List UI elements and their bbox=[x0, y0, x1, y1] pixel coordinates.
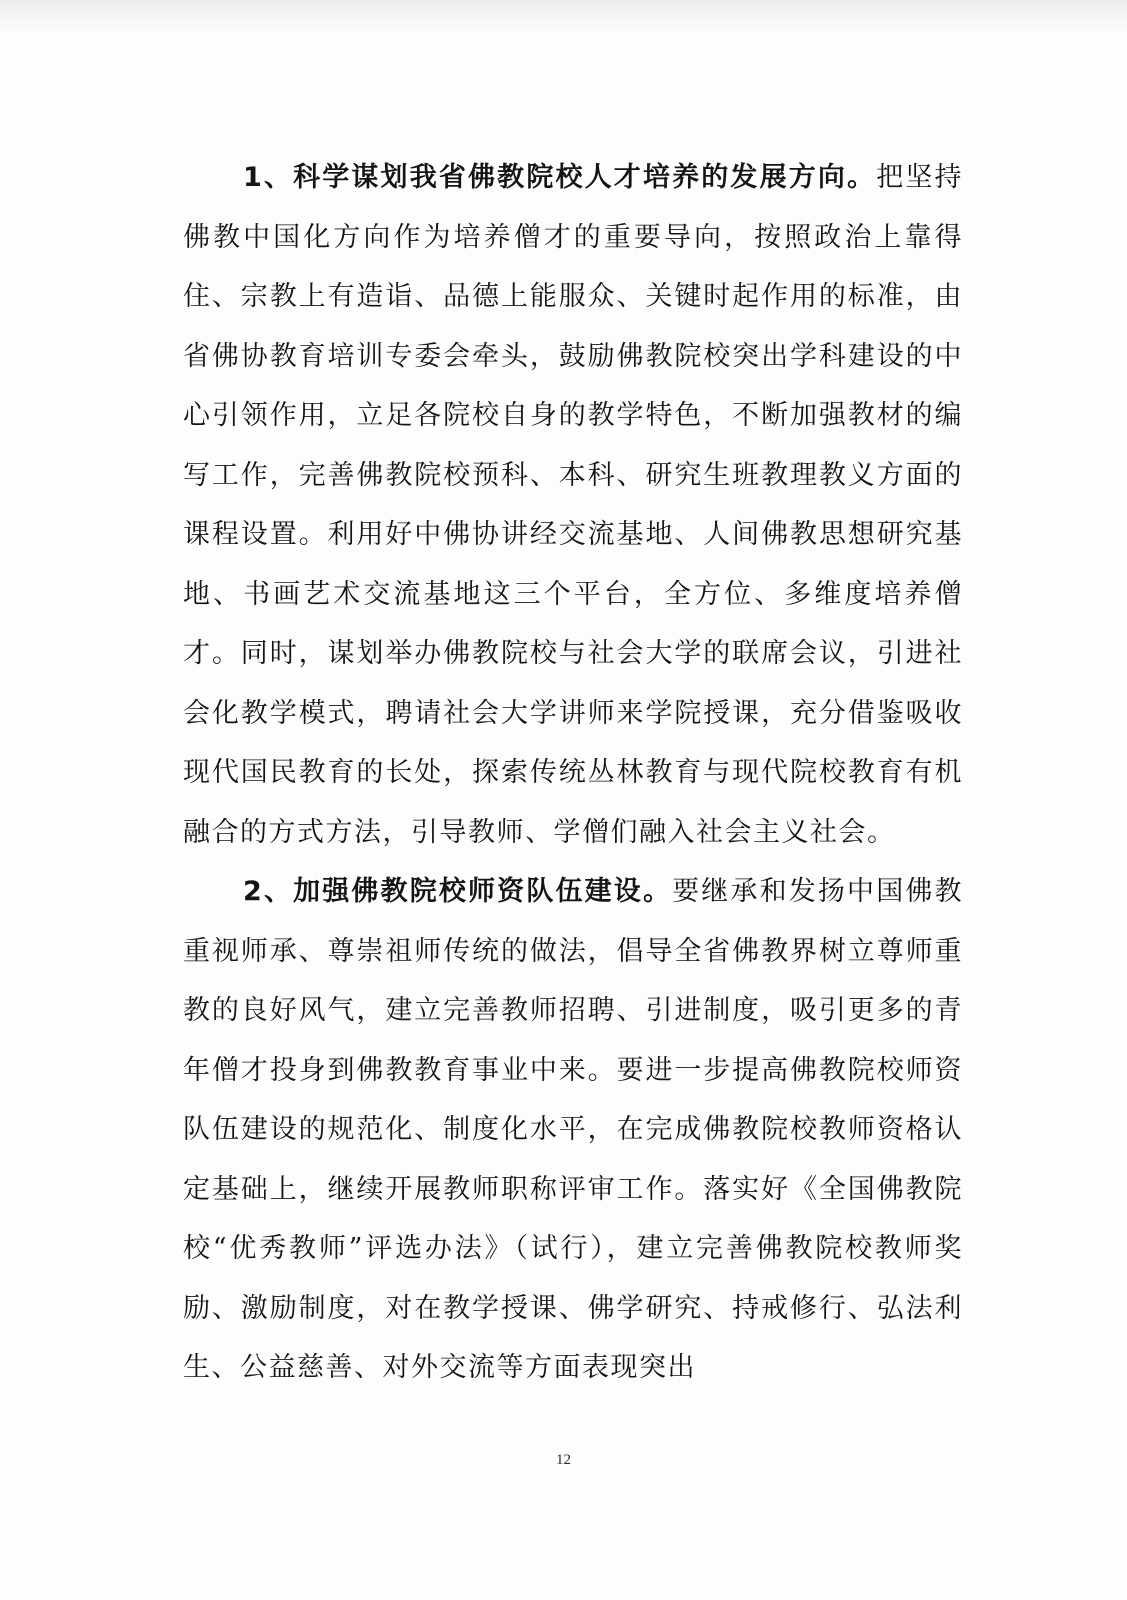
document-body bbox=[183, 148, 963, 1398]
page-number: 12 bbox=[556, 1452, 571, 1468]
paragraph-heading: 1、科学谋划我省佛教院校人才培养的发展方向。 bbox=[243, 162, 877, 193]
paragraph-talent-cultivation bbox=[183, 148, 963, 862]
paragraph-heading: 2、加强佛教院校师资队伍建设。 bbox=[243, 876, 673, 907]
scan-edge-shadow bbox=[0, 0, 1127, 34]
paragraph-text: 要继承和发扬中国佛教重视师承、尊崇祖师传统的做法，倡导全省佛教界树立尊师重教的良好风气，建立完善教师招聘、引进制度，吸引更多的青年僧才投身到佛教教育事业中来。要进一步提高佛教院校师资队伍建设的规范化、制度化水平，在完成佛教院校教师资格认定基础上，继续开展教师职称评审工作。落实好《全国佛教院校“优秀教师”评选办法》（试行），建立完善佛教院校教师奖励、激励制度，对在教学授课、佛学研究、持戒修行、弘法利生、公益慈善、对外交流等方面表现突出 bbox=[183, 876, 963, 1383]
paragraph-teacher-team bbox=[183, 862, 963, 1398]
paragraph-text: 把坚持佛教中国化方向作为培养僧才的重要导向，按照政治上靠得住、宗教上有造诣、品德上能服众、关键时起作用的标准，由省佛协教育培训专委会牵头，鼓励佛教院校突出学科建设的中心引领作用，立足各院校自身的教学特色，不断加强教材的编写工作，完善佛教院校预科、本科、研究生班教理教义方面的课程设置。利用好中佛协讲经交流基地、人间佛教思想研究基地、书画艺术交流基地这三个平台，全方位、多维度培养僧才。同时，谋划举办佛教院校与社会大学的联席会议，引进社会化教学模式，聘请社会大学讲师来学院授课，充分借鉴吸收现代国民教育的长处，探索传统丛林教育与现代院校教育有机融合的方式方法，引导教师、学僧们融入社会主义社会。 bbox=[183, 162, 963, 848]
